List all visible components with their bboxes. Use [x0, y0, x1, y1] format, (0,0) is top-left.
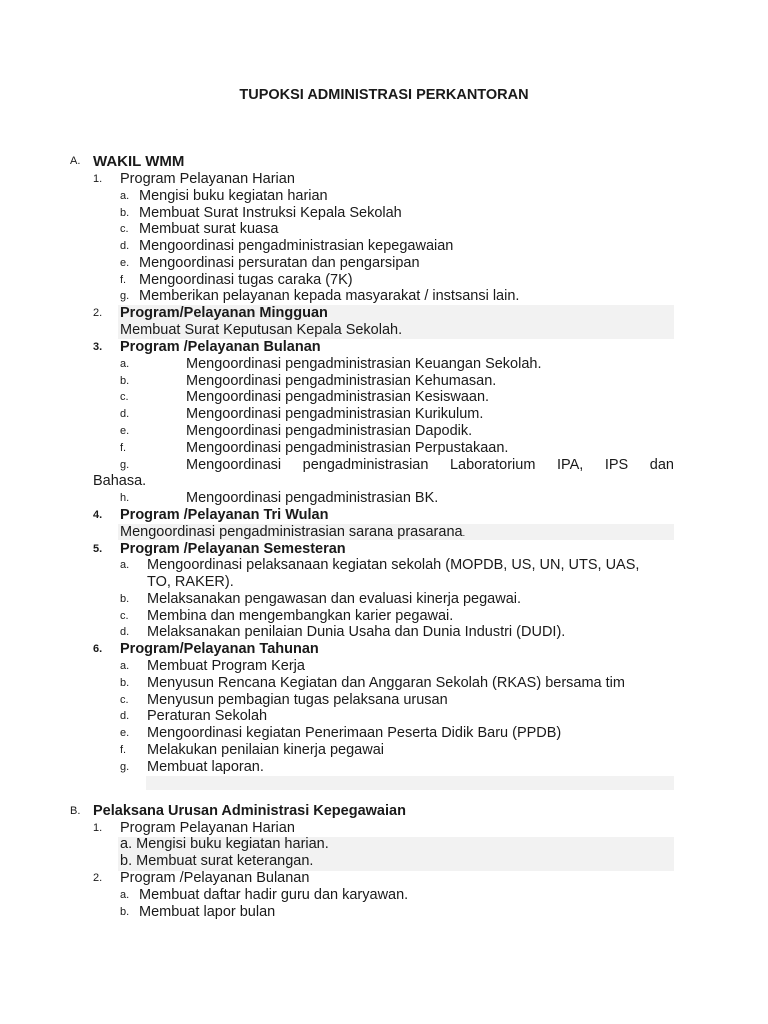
- item-text: Mengoordinasi pengadministrasian Kurikulum.: [186, 406, 484, 422]
- item-marker: b.: [120, 375, 130, 387]
- item-text: Membuat Surat Instruksi Kepala Sekolah: [139, 205, 402, 221]
- item-marker: f.: [120, 442, 127, 454]
- item-text: Peraturan Sekolah: [147, 708, 268, 724]
- item-text: Mengoordinasi pengadministrasian Perpustakaan.: [186, 440, 509, 456]
- item-text: Mengoordinasi pengadministrasian kepegawaian: [139, 238, 454, 254]
- a2-marker: 2.: [93, 307, 103, 319]
- item-text: Memberikan pelayanan kepada masyarakat / instsansi lain.: [139, 288, 520, 304]
- item-marker: d.: [120, 240, 130, 252]
- a3-heading: Program /Pelayanan Bulanan: [120, 339, 321, 355]
- item-marker: c.: [120, 610, 129, 622]
- a4-text-tail: .: [462, 528, 466, 538]
- item-text: Melakukan penilaian kinerja pegawai: [147, 742, 384, 758]
- b1-heading: Program Pelayanan Harian: [120, 820, 295, 836]
- item-text: Mengoordinasi pelaksanaan kegiatan sekolah (MOPDB, US, UN, UTS, UAS,: [147, 557, 640, 573]
- a6-heading: Program/Pelayanan Tahunan: [120, 641, 319, 657]
- b1-text-a: a. Mengisi buku kegiatan harian.: [120, 836, 329, 852]
- section-a-heading: WAKIL WMM: [93, 153, 185, 170]
- a1-marker: 1.: [93, 173, 103, 185]
- item-marker: b.: [120, 906, 130, 918]
- item-text: Mengoordinasi kegiatan Penerimaan Peserta Didik Baru (PPDB): [147, 725, 562, 741]
- word: pengadministrasian: [302, 457, 429, 473]
- item-marker: a.: [120, 889, 130, 901]
- item-marker: c.: [120, 391, 129, 403]
- item-marker: d.: [120, 710, 130, 722]
- item-marker: e.: [120, 257, 130, 269]
- a2-text: Membuat Surat Keputusan Kepala Sekolah.: [120, 322, 403, 338]
- item-text: Membuat Program Kerja: [147, 658, 305, 674]
- item-marker: h.: [120, 492, 130, 504]
- item-marker: b.: [120, 593, 130, 605]
- a5-marker: 5.: [93, 543, 103, 555]
- item-marker: c.: [120, 223, 129, 235]
- item-marker: d.: [120, 408, 130, 420]
- item-text: Membuat lapor bulan: [139, 904, 276, 920]
- item-marker: g.: [120, 459, 130, 471]
- item-marker: e.: [120, 727, 130, 739]
- item-text-cont: TO, RAKER).: [147, 574, 234, 590]
- item-text: Melaksanakan penilaian Dunia Usaha dan Dunia Industri (DUDI).: [147, 624, 566, 640]
- item-text: Mengisi buku kegiatan harian: [139, 188, 328, 204]
- word: Laboratorium: [449, 457, 536, 473]
- section-b-marker: B.: [70, 805, 81, 817]
- item-marker: a.: [120, 660, 130, 672]
- a5-heading: Program /Pelayanan Semesteran: [120, 541, 346, 557]
- item-marker: f.: [120, 744, 127, 756]
- page-title: TUPOKSI ADMINISTRASI PERKANTORAN: [239, 87, 529, 103]
- item-text: Mengoordinasi pengadministrasian Keuangan Sekolah.: [186, 356, 542, 372]
- word: dan: [649, 457, 674, 473]
- item-text: Mengoordinasi persuratan dan pengarsipan: [139, 255, 420, 271]
- item-text: Mengoordinasi pengadministrasian Kehumasan.: [186, 373, 497, 389]
- item-text: Menyusun Rencana Kegiatan dan Anggaran Sekolah (RKAS) bersama tim: [147, 675, 625, 691]
- item-text: Membina dan mengembangkan karier pegawai.: [147, 608, 454, 624]
- item-text: Membuat laporan.: [147, 759, 264, 775]
- item-marker: c.: [120, 694, 129, 706]
- a4-text-main: Mengoordinasi pengadministrasian sarana prasarana: [120, 524, 463, 540]
- section-b-heading: Pelaksana Urusan Administrasi Kepegawaian: [93, 803, 406, 819]
- item-text: Mengoordinasi tugas caraka (7K): [139, 272, 353, 288]
- item-marker: a.: [120, 190, 130, 202]
- b1-marker: 1.: [93, 822, 103, 834]
- item-marker: g.: [120, 290, 130, 302]
- item-text: Melaksanakan pengawasan dan evaluasi kinerja pegawai.: [147, 591, 522, 607]
- item-marker: a.: [120, 358, 130, 370]
- a6-marker: 6.: [93, 643, 103, 655]
- b2-heading: Program /Pelayanan Bulanan: [120, 870, 310, 886]
- item-text: Mengoordinasi pengadministrasian Dapodik.: [186, 423, 473, 439]
- item-text: Menyusun pembagian tugas pelaksana urusan: [147, 692, 448, 708]
- item-marker: a.: [120, 559, 130, 571]
- item-marker: f.: [120, 274, 127, 286]
- a3-marker: 3.: [93, 341, 103, 353]
- shade-tahunan-end: [146, 776, 674, 790]
- a1-heading: Program Pelayanan Harian: [120, 171, 295, 187]
- word: IPS: [604, 457, 629, 473]
- a4-heading: Program /Pelayanan Tri Wulan: [120, 507, 329, 523]
- b2-marker: 2.: [93, 872, 103, 884]
- a4-text: [120, 524, 465, 542]
- a4-marker: 4.: [93, 509, 103, 521]
- item-text: Mengoordinasi pengadministrasian Kesiswaan.: [186, 389, 490, 405]
- b1-text-b: b. Membuat surat keterangan.: [120, 853, 314, 869]
- item-marker: b.: [120, 207, 130, 219]
- a2-heading: Program/Pelayanan Mingguan: [120, 305, 328, 321]
- item-marker: d.: [120, 626, 130, 638]
- item-marker: b.: [120, 677, 130, 689]
- word: IPA,: [556, 457, 584, 473]
- item-text-cont: Bahasa.: [93, 473, 147, 489]
- item-marker: g.: [120, 761, 130, 773]
- item-text: Mengoordinasi pengadministrasian BK.: [186, 490, 439, 506]
- word: Mengoordinasi: [186, 457, 282, 473]
- item-marker: e.: [120, 425, 130, 437]
- item-text-justified: [186, 457, 674, 474]
- section-a-marker: A.: [70, 155, 81, 167]
- item-text: Membuat daftar hadir guru dan karyawan.: [139, 887, 409, 903]
- item-text: Membuat surat kuasa: [139, 221, 279, 237]
